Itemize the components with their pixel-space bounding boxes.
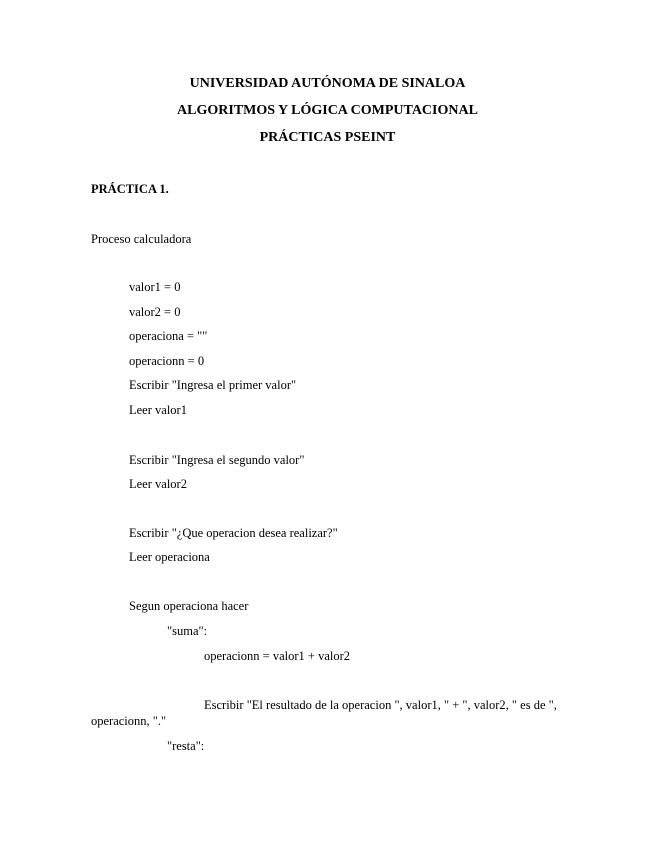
code-line: operaciona = "" <box>129 329 208 343</box>
code-line: valor2 = 0 <box>129 305 181 319</box>
code-line: Escribir "¿Que operacion desea realizar?" <box>129 526 338 540</box>
code-line: Leer operaciona <box>129 550 210 564</box>
code-line-proceso: Proceso calculadora <box>91 232 192 246</box>
code-line: operacionn = 0 <box>129 354 205 368</box>
code-line: Escribir "Ingresa el primer valor" <box>129 378 297 392</box>
code-line: "resta": <box>167 739 205 753</box>
code-line: Escribir "El resultado de la operacion ", valor1, " + ", valor2, " es de ", <box>204 698 557 712</box>
code-line: operacionn = valor1 + valor2 <box>204 649 350 663</box>
code-line: operacionn, "." <box>91 714 167 728</box>
code-line: "suma": <box>167 624 208 638</box>
code-line: Escribir "Ingresa el segundo valor" <box>129 453 305 467</box>
section-title: PRÁCTICA 1. <box>91 182 169 196</box>
code-line: Leer valor1 <box>129 403 187 417</box>
course-title: ALGORITMOS Y LÓGICA COMPUTACIONAL <box>177 103 478 118</box>
university-title: UNIVERSIDAD AUTÓNOMA DE SINALOA <box>189 76 466 91</box>
code-line: valor1 = 0 <box>129 280 181 294</box>
document-subtitle: PRÁCTICAS PSEINT <box>259 130 396 145</box>
code-line: Segun operaciona hacer <box>129 599 249 613</box>
code-line: Leer valor2 <box>129 477 187 491</box>
